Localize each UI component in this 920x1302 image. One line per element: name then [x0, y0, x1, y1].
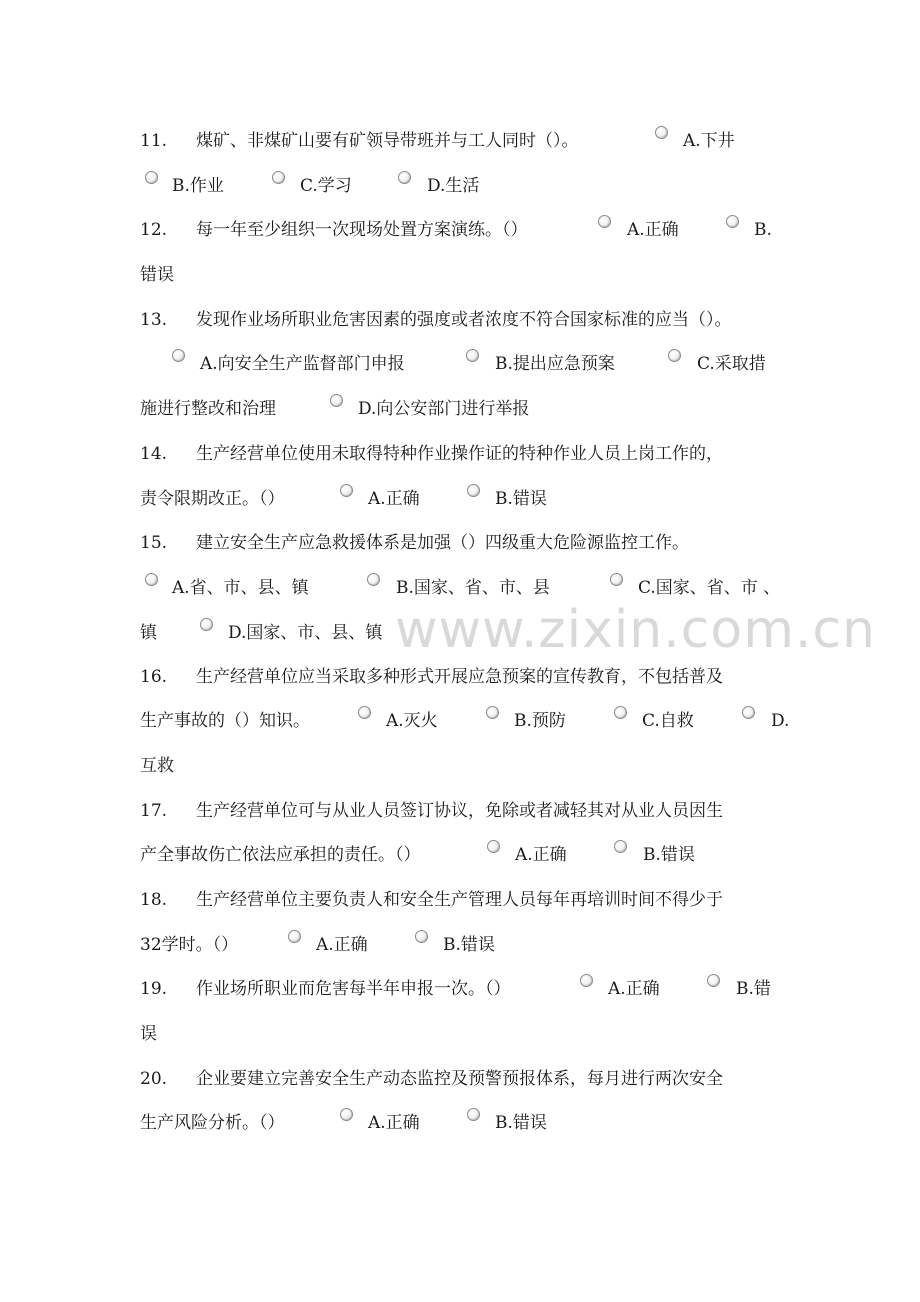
question-text: 32学时。（） [140, 935, 239, 955]
option-label: C.国家、省、市 、 [638, 578, 781, 598]
radio-button[interactable] [272, 171, 285, 184]
radio-button[interactable] [288, 930, 301, 943]
option-label: C.采取措 [697, 354, 766, 374]
question-number: 14. [140, 444, 168, 464]
option-label: D.向公安部门进行举报 [358, 399, 530, 419]
question-text: 企业要建立完善安全生产动态监控及预警预报体系，每月进行两次安全 [196, 1069, 723, 1089]
radio-button[interactable] [200, 618, 213, 631]
radio-button[interactable] [598, 215, 611, 228]
option-label: 错误 [140, 265, 174, 285]
question-text: 产全事故伤亡依法应承担的责任。（） [140, 845, 421, 865]
option-label: A.省、市、县、镇 [172, 578, 309, 598]
watermark: www.zixin.com.cn [395, 600, 876, 660]
option-label: A.正确 [368, 1113, 420, 1133]
option-label: B.错误 [443, 935, 495, 955]
option-label: 施进行整改和治理 [140, 399, 276, 419]
option-label: B.错误 [495, 489, 547, 509]
option-label: B. [754, 220, 772, 240]
radio-button[interactable] [340, 484, 353, 497]
question-text: 责令限期改正。（） [140, 489, 285, 509]
radio-button[interactable] [742, 706, 755, 719]
option-label: A.下井 [683, 131, 735, 151]
radio-button[interactable] [172, 349, 185, 362]
radio-button[interactable] [668, 349, 681, 362]
option-label: B.提出应急预案 [495, 354, 615, 374]
option-label: C.自救 [642, 711, 694, 731]
option-label: D.生活 [427, 176, 480, 196]
radio-button[interactable] [655, 126, 668, 139]
question-text: 每一年至少组织一次现场处置方案演练。（） [196, 220, 528, 240]
question-text: 生产风险分析。（） [140, 1113, 285, 1133]
question-text: 煤矿、非煤矿山要有矿领导带班并与工人同时（）。 [196, 131, 579, 151]
question-text: 生产经营单位应当采取多种形式开展应急预案的宣传教育，不包括普及 [196, 667, 723, 687]
option-label: B.错误 [643, 845, 695, 865]
question-number: 19. [140, 979, 168, 999]
question-text: 发现作业场所职业危害因素的强度或者浓度不符合国家标准的应当（）。 [196, 310, 732, 330]
radio-button[interactable] [330, 394, 343, 407]
question-number: 16. [140, 667, 168, 687]
radio-button[interactable] [726, 215, 739, 228]
question-text: 建立安全生产应急救援体系是加强（）四级重大危险源监控工作。 [196, 533, 689, 553]
option-label: A.灭火 [386, 711, 438, 731]
question-text: 生产事故的（）知识。 [140, 711, 310, 731]
question-text: 生产经营单位可与从业人员签订协议，免除或者减轻其对从业人员因生 [196, 801, 723, 821]
radio-button[interactable] [487, 840, 500, 853]
question-number: 12. [140, 220, 168, 240]
option-label: A.正确 [608, 979, 660, 999]
option-label: B.错 [736, 979, 771, 999]
radio-button[interactable] [467, 484, 480, 497]
option-label: A.正确 [515, 845, 567, 865]
question-number: 11. [140, 131, 168, 151]
radio-button[interactable] [358, 706, 371, 719]
option-label: A.正确 [316, 935, 368, 955]
option-label: 互救 [140, 756, 174, 776]
option-label: B.错误 [495, 1113, 547, 1133]
radio-button[interactable] [466, 349, 479, 362]
question-text: 作业场所职业而危害每半年申报一次。（） [196, 979, 511, 999]
option-label: C.学习 [300, 176, 352, 196]
option-label: A.正确 [368, 489, 420, 509]
radio-button[interactable] [614, 706, 627, 719]
radio-button[interactable] [614, 840, 627, 853]
radio-button[interactable] [610, 573, 623, 586]
question-text: 生产经营单位主要负责人和安全生产管理人员每年再培训时间不得少于 [196, 890, 723, 910]
radio-button[interactable] [367, 573, 380, 586]
radio-button[interactable] [707, 974, 720, 987]
radio-button[interactable] [415, 930, 428, 943]
radio-button[interactable] [580, 974, 593, 987]
question-number: 15. [140, 533, 168, 553]
option-label: B.国家、省、市、县 [396, 578, 550, 598]
option-label: A.正确 [627, 220, 679, 240]
question-text: 生产经营单位使用未取得特种作业操作证的特种作业人员上岗工作的， [196, 444, 723, 464]
option-label: A.向安全生产监督部门申报 [200, 354, 405, 374]
question-number: 20. [140, 1069, 168, 1089]
radio-button[interactable] [467, 1108, 480, 1121]
question-number: 17. [140, 801, 168, 821]
question-number: 13. [140, 310, 168, 330]
radio-button[interactable] [145, 171, 158, 184]
radio-button[interactable] [145, 573, 158, 586]
option-label: B.预防 [514, 711, 566, 731]
radio-button[interactable] [486, 706, 499, 719]
question-number: 18. [140, 890, 168, 910]
option-label: B.作业 [172, 176, 224, 196]
option-label: 镇 [140, 623, 157, 643]
radio-button[interactable] [398, 171, 411, 184]
option-label: D.国家、市、县、镇 [228, 623, 383, 643]
option-label: 误 [140, 1024, 157, 1044]
radio-button[interactable] [340, 1108, 353, 1121]
option-label: D. [771, 711, 790, 731]
